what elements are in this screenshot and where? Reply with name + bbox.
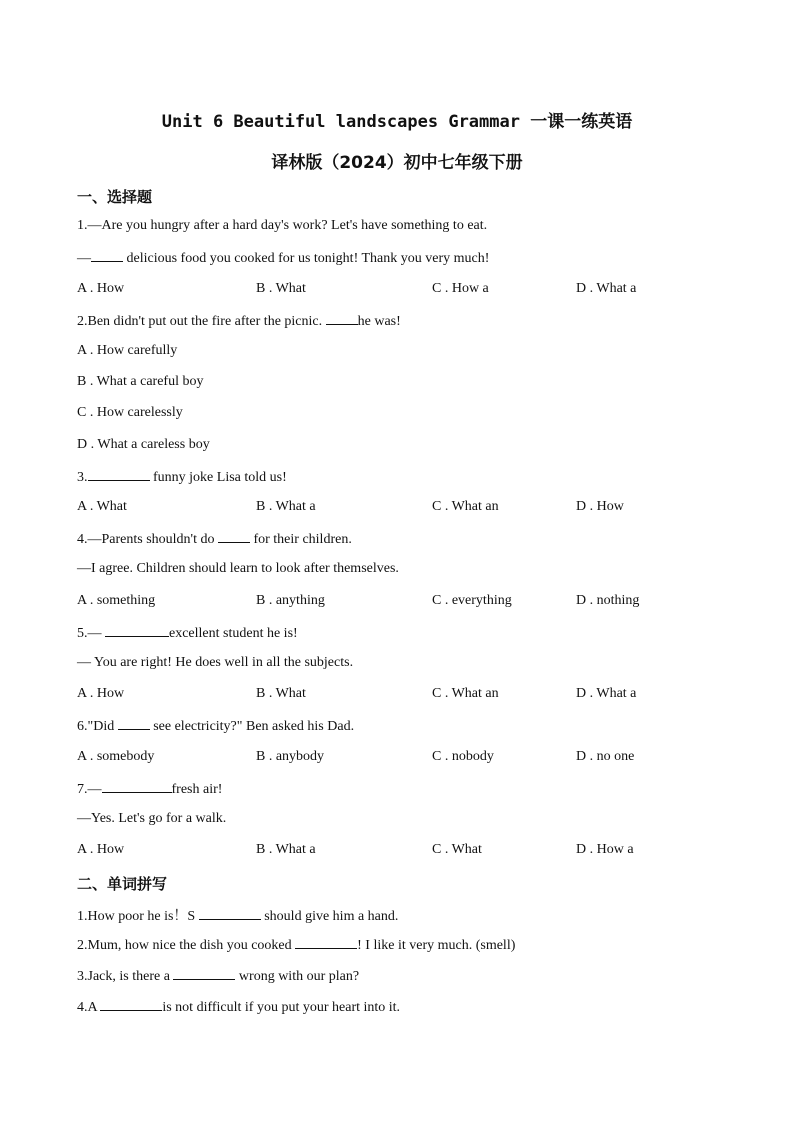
question-2-option-b[interactable]: B . What a careful boy <box>77 374 204 389</box>
answer-blank <box>118 717 150 730</box>
option-d[interactable]: D . nothing <box>576 593 640 608</box>
answer-blank[interactable] <box>100 998 162 1011</box>
question-2-option-c[interactable]: C . How carelessly <box>77 405 183 420</box>
option-a[interactable]: A . How <box>77 686 125 701</box>
option-c[interactable]: C . How a <box>432 281 489 296</box>
question-6-options <box>77 749 717 769</box>
option-d[interactable]: D . no one <box>576 749 635 764</box>
option-d[interactable]: D . What a <box>576 281 637 296</box>
option-b[interactable]: B . anybody <box>256 749 325 764</box>
option-a[interactable]: A . What <box>77 499 127 514</box>
option-a[interactable]: A . somebody <box>77 749 155 764</box>
spelling-2: 2.Mum, how nice the dish you cooked ! I like it very much. (smell) <box>77 938 516 953</box>
option-b[interactable]: B . anything <box>256 593 325 608</box>
answer-blank <box>91 249 123 262</box>
option-a[interactable]: A . How <box>77 281 125 296</box>
option-d[interactable]: D . How <box>576 499 624 514</box>
question-1-line-2: — delicious food you cooked for us tonight! Thank you very much! <box>77 251 490 266</box>
section-heading-spelling: 二、单词拼写 <box>77 875 168 893</box>
spelling-1: 1.How poor he is！S should give him a hand. <box>77 909 399 924</box>
question-4-options <box>77 593 717 613</box>
question-2-option-a[interactable]: A . How carefully <box>77 343 178 358</box>
option-b[interactable]: B . What <box>256 281 306 296</box>
question-4-line-1: 4.—Parents shouldn't do for their children. <box>77 532 352 547</box>
question-7-line-2: —Yes. Let's go for a walk. <box>77 811 227 826</box>
question-3-line-1: 3. funny joke Lisa told us! <box>77 470 287 485</box>
question-4-line-2: —I agree. Children should learn to look after themselves. <box>77 561 399 576</box>
option-c[interactable]: C . everything <box>432 593 512 608</box>
option-d[interactable]: D . How a <box>576 842 634 857</box>
answer-blank[interactable] <box>199 907 261 920</box>
question-6-line-1: 6."Did see electricity?" Ben asked his Dad. <box>77 719 355 734</box>
option-a[interactable]: A . How <box>77 842 125 857</box>
answer-blank <box>326 312 358 325</box>
question-3-options <box>77 499 717 519</box>
option-d[interactable]: D . What a <box>576 686 637 701</box>
option-c[interactable]: C . nobody <box>432 749 494 764</box>
answer-blank[interactable] <box>295 936 357 949</box>
section-heading-choice: 一、选择题 <box>77 188 153 206</box>
spelling-3: 3.Jack, is there a wrong with our plan? <box>77 969 360 984</box>
document-title: Unit 6 Beautiful landscapes Grammar 一课一练英语 <box>161 112 633 132</box>
option-c[interactable]: C . What an <box>432 686 499 701</box>
question-7-line-1: 7.— fresh air! <box>77 782 223 797</box>
option-c[interactable]: C . What an <box>432 499 499 514</box>
question-5-line-2: — You are right! He does well in all the subjects. <box>77 655 354 670</box>
document-subtitle: 译林版（2024）初中七年级下册 <box>271 153 523 173</box>
answer-blank <box>88 468 150 481</box>
question-1-options <box>77 281 717 301</box>
answer-blank <box>218 530 250 543</box>
question-7-options <box>77 842 717 862</box>
option-b[interactable]: B . What a <box>256 499 316 514</box>
spelling-4: 4.A is not difficult if you put your heart into it. <box>77 1000 401 1015</box>
question-2-line-1: 2.Ben didn't put out the fire after the picnic. he was! <box>77 314 401 329</box>
option-a[interactable]: A . something <box>77 593 156 608</box>
question-1-line-1: 1.—Are you hungry after a hard day's work? Let's have something to eat. <box>77 218 488 233</box>
question-5-line-1: 5.— excellent student he is! <box>77 626 298 641</box>
question-5-options <box>77 686 717 706</box>
option-b[interactable]: B . What <box>256 686 306 701</box>
question-2-option-d[interactable]: D . What a careless boy <box>77 437 210 452</box>
option-b[interactable]: B . What a <box>256 842 316 857</box>
answer-blank <box>102 780 172 793</box>
answer-blank <box>105 624 169 637</box>
answer-blank[interactable] <box>173 967 235 980</box>
option-c[interactable]: C . What <box>432 842 482 857</box>
